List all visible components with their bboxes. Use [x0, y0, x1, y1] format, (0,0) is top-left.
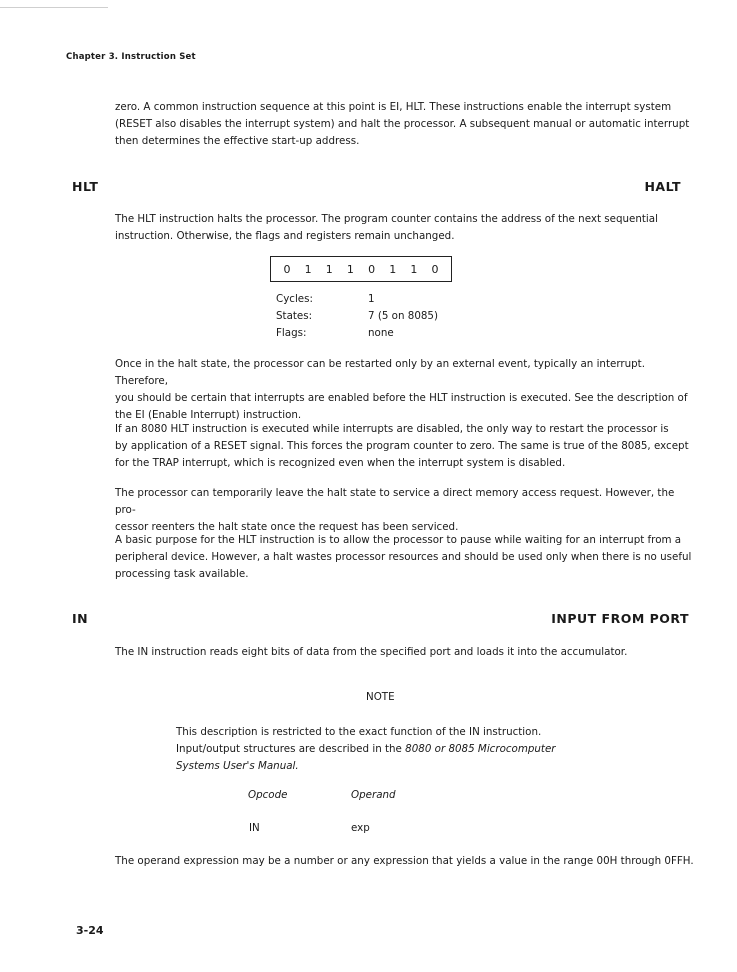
bit-cell: 1 — [346, 262, 354, 276]
hlt-description — [115, 211, 695, 245]
intro-paragraph — [115, 99, 695, 150]
text-line — [176, 741, 596, 758]
text-line: peripheral device. However, a halt wastes processor resources and should be used only when there is no useful — [115, 551, 692, 563]
table-row — [276, 308, 438, 325]
text-line: instruction. Otherwise, the flags and registers remain unchanged. — [115, 230, 455, 242]
note-text: Input/output structures are described in the — [176, 743, 406, 755]
text-line: you should be certain that interrupts are enabled before the HLT instruction is executed. See the description of — [115, 392, 688, 404]
bit-cell: 1 — [389, 262, 397, 276]
timing-table — [276, 291, 438, 342]
manual-title-text: Systems User's Manual. — [176, 760, 299, 772]
bit-cell: 1 — [325, 262, 333, 276]
text-line: A basic purpose for the HLT instruction is to allow the processor to pause while waiting for an interrupt from a — [115, 534, 682, 546]
hlt-title-heading: HALT — [644, 179, 681, 194]
flags-value: none — [368, 327, 394, 339]
text-line: The operand expression may be a number or any expression that yields a value in the range 00H through 0FFH. — [115, 855, 694, 867]
page-number: 3-24 — [76, 924, 104, 937]
text-line: This description is restricted to the exact function of the IN instruction. — [176, 726, 542, 738]
top-edge-mark — [0, 7, 108, 8]
text-line: Once in the halt state, the processor can be restarted only by an external event, typically an interrupt. Therefore, — [115, 358, 645, 387]
hlt-paragraph-purpose — [115, 532, 695, 583]
hlt-paragraph-restart — [115, 356, 695, 424]
flags-label: Flags: — [276, 327, 307, 339]
operand-column-header: Operand — [351, 789, 396, 801]
hlt-paragraph-reset — [115, 421, 695, 472]
text-line: by application of a RESET signal. This forces the program counter to zero. The same is true of the 8085, except — [115, 440, 689, 452]
text-line: processing task available. — [115, 568, 249, 580]
text-line: cessor reenters the halt state once the request has been serviced. — [115, 521, 459, 533]
bit-cell: 0 — [431, 262, 439, 276]
operand-description — [115, 853, 695, 870]
opcode-value: IN — [249, 822, 260, 834]
opcode-bit-pattern — [270, 256, 452, 282]
operand-value: exp — [351, 822, 370, 834]
hlt-mnemonic-heading: HLT — [72, 179, 99, 194]
states-label: States: — [276, 310, 313, 322]
note-title: NOTE — [366, 691, 395, 703]
text-line: The HLT instruction halts the processor. The program counter contains the address of the next sequential — [115, 213, 658, 225]
in-mnemonic-heading: IN — [72, 611, 89, 626]
text-line: then determines the effective start-up address. — [115, 135, 360, 147]
states-value: 7 (5 on 8085) — [368, 310, 438, 322]
text-line: the EI (Enable Interrupt) instruction. — [115, 409, 302, 421]
text-line: (RESET also disables the interrupt system) and halt the processor. A subsequent manual or automatic interrupt — [115, 118, 690, 130]
note-body — [176, 724, 596, 775]
table-row — [276, 291, 438, 308]
text-line: If an 8080 HLT instruction is executed while interrupts are disabled, the only way to restart the processor is — [115, 423, 669, 435]
text-line: The IN instruction reads eight bits of data from the specified port and loads it into the accumulator. — [115, 646, 628, 658]
text-line: for the TRAP interrupt, which is recognized even when the interrupt system is disabled. — [115, 457, 566, 469]
bit-cell: 0 — [283, 262, 291, 276]
bit-cell: 1 — [304, 262, 312, 276]
manual-title-text: 8080 or 8085 Microcomputer — [405, 743, 556, 755]
cycles-label: Cycles: — [276, 293, 313, 305]
in-description — [115, 644, 695, 661]
cycles-value: 1 — [368, 293, 375, 305]
text-line — [176, 758, 596, 775]
hlt-paragraph-dma — [115, 485, 695, 536]
opcode-column-header: Opcode — [248, 789, 288, 801]
text-line: The processor can temporarily leave the halt state to service a direct memory access request. However, the pro- — [115, 487, 675, 516]
bit-cell: 0 — [368, 262, 376, 276]
table-row — [276, 325, 438, 342]
bit-cell: 1 — [410, 262, 418, 276]
in-title-heading: INPUT FROM PORT — [551, 611, 689, 626]
chapter-header: Chapter 3. Instruction Set — [66, 52, 196, 62]
text-line: zero. A common instruction sequence at this point is EI, HLT. These instructions enable the interrupt system — [115, 101, 672, 113]
